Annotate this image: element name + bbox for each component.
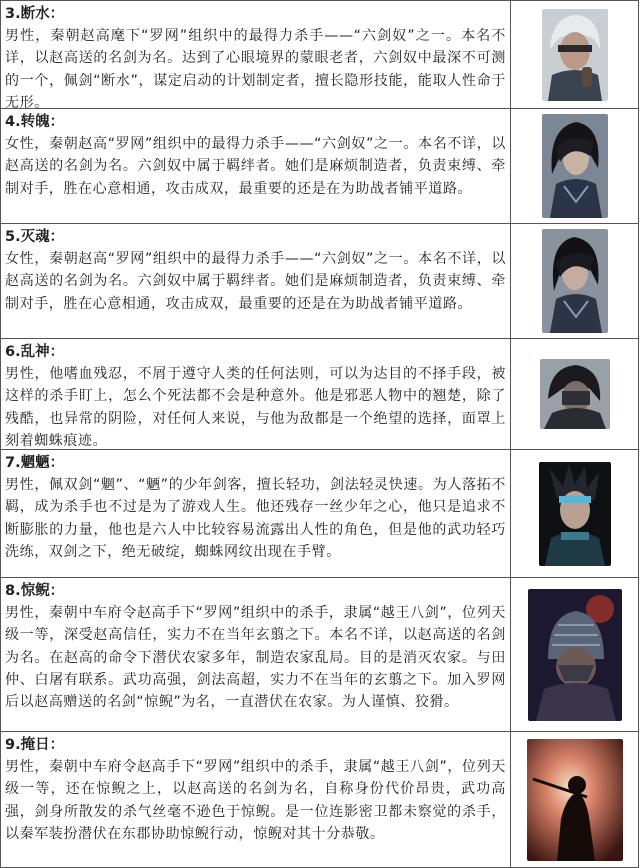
entry-description: 女性，秦朝赵高“罗网”组织中的最得力杀手——“六剑奴”之一。本名不详，以赵高送的名剑为名。六剑奴中属于羁绊者。她们是麻烦制造者，负责束缚、牵制对手，胜在心意相通，攻击成双，最重要的还是在为助战者铺平道路。 bbox=[5, 136, 506, 197]
entry-text-cell bbox=[1, 109, 511, 223]
young-swordsman-headband-icon bbox=[539, 462, 611, 566]
entry-text-cell bbox=[1, 1, 511, 111]
entry-title: 6.乱神： bbox=[5, 344, 65, 360]
entry-text-cell bbox=[1, 578, 511, 731]
entry-image-cell bbox=[512, 224, 638, 338]
entry-title: 5.灭魂： bbox=[5, 229, 65, 245]
silhouette-swordsman-sunset-icon bbox=[527, 739, 623, 861]
table-row bbox=[0, 732, 639, 868]
entry-text-cell bbox=[1, 339, 511, 449]
entry-text-cell bbox=[1, 224, 511, 338]
entry-description: 男性，秦朝中车府令赵高手下“罗网”组织中的杀手，隶属“越王八剑”，位列天级一等，深受赵高信任，实力不在当年玄翦之下。本名不详，以赵高送的名剑为名。在赵高的命令下潜伏农家多年，制造农家乱局。目的是消灭农家。与田仲、白屠有联系。武功高强，剑法高超，实力不在当年的玄翦之下。加入罗网后以赵高赠送的名剑“惊鲵”为名，一直潜伏在农家。为人谨慎、狡猾。 bbox=[5, 605, 506, 711]
table-row bbox=[0, 109, 639, 224]
entry-description: 男性，佩双剑“魍”、“魉”的少年剑客，擅长轻功，剑法轻灵快速。为人落拓不羁，成为杀手也不过是为了游戏人生。他还残存一丝少年之心，他只是追求不断膨胀的力量，他也是六人中比较容易流露出人性的角色，但是他的武功轻巧洗练，双剑之下，绝无破绽，蜘蛛网纹出现在手臂。 bbox=[5, 477, 506, 560]
entry-description: 女性，秦朝赵高“罗网”组织中的最得力杀手——“六剑奴”之一。本名不详，以赵高送的名剑为名。六剑奴中属于羁绊者。她们是麻烦制造者，负责束缚、牵制对手，胜在心意相通，攻击成双，最重要的还是在为助战者铺平道路。 bbox=[5, 251, 506, 312]
entry-description: 男性，秦朝中车府令赵高手下“罗网”组织中的杀手，隶属“越王八剑”，位列天级一等，还在惊鲵之上，以赵高送的名剑为名，自称身份代价昂贵，武功高强，剑身所散发的杀气丝毫不逊色于惊鲵。是一位连影密卫都未察觉的杀手，以秦军装扮潜伏在东郡协助惊鲵行动，惊鲵对其十分恭敬。 bbox=[5, 759, 506, 842]
table-row bbox=[0, 0, 639, 109]
entry-description: 男性，他嗜血残忍，不屑于遵守人类的任何法则，可以为达目的不择手段，被这样的杀手盯上，怎么个死法都不会是种意外。他是邪恶人物中的翘楚，除了残酷，也异常的阴险，对任何人来说，与他为敌都是一个绝望的选择，面罩上刻着蜘蛛痕迹。 bbox=[5, 366, 506, 449]
entry-image-cell bbox=[512, 109, 638, 223]
entry-image-cell bbox=[512, 1, 638, 108]
entry-title: 4.转魄： bbox=[5, 114, 65, 130]
entry-title: 7.魍魉： bbox=[5, 455, 65, 471]
table-row bbox=[0, 224, 639, 339]
silver-hair-masked-warrior-icon bbox=[542, 9, 608, 101]
entry-image-cell bbox=[512, 339, 638, 449]
entry-image-cell bbox=[512, 732, 638, 867]
entry-description: 男性，秦朝赵高麾下“罗网”组织中的最得力杀手——“六剑奴”之一。本名不详，以赵高送的名剑为名。达到了心眼境界的蒙眼老者，六剑奴中最深不可测的一个，佩剑“断水”，谋定启动的计划制定者，擅长隐形技能，能取人性命于无形。 bbox=[5, 28, 506, 111]
entry-image-cell bbox=[512, 578, 638, 731]
dark-haired-female-assassin-icon bbox=[542, 114, 608, 218]
armored-helmet-warrior-icon bbox=[528, 589, 622, 721]
entry-text-cell bbox=[1, 732, 511, 867]
entry-title: 3.断水： bbox=[5, 6, 65, 22]
entry-title: 9.掩日： bbox=[5, 737, 65, 753]
entry-image-cell bbox=[512, 450, 638, 577]
table-row bbox=[0, 578, 639, 732]
dark-haired-female-assassin-icon bbox=[542, 229, 608, 333]
entry-title: 8.惊鲵： bbox=[5, 583, 65, 599]
entry-text-cell bbox=[1, 450, 511, 577]
table-row bbox=[0, 450, 639, 578]
masked-swordsman-icon bbox=[540, 359, 610, 429]
table-row bbox=[0, 339, 639, 450]
